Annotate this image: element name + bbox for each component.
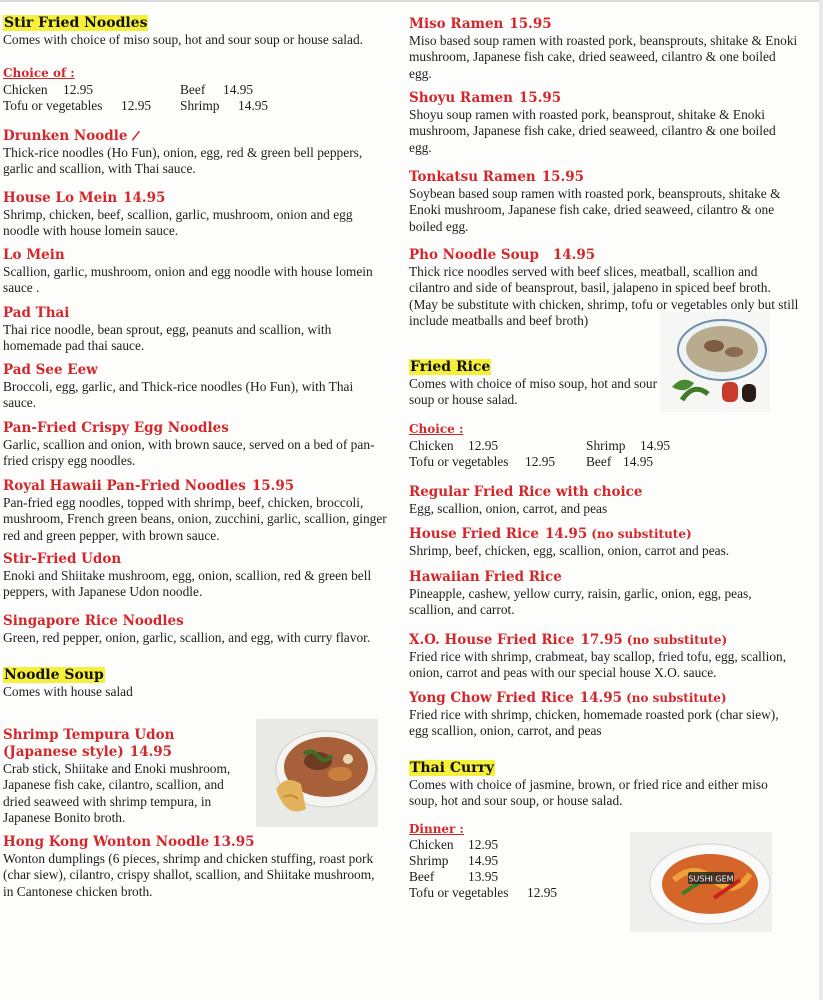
item-desc: Thick-rice noodles (Ho Fun), onion, egg, red & green bell peppers, garlic and scallion, with Thai sauce.: [3, 145, 363, 177]
choice-label-shrimp: Shrimp: [180, 98, 220, 113]
dinner-price-shrimp: 14.95: [468, 853, 499, 868]
item-desc: Garlic, scallion and onion, with brown sauce, served on a bed of pan-fried crispy egg noodles.: [3, 437, 375, 469]
menu-item-house-lo-mein: [3, 190, 388, 240]
item-price: 15.95: [541, 169, 585, 185]
item-name: Hong Kong Wonton Noodle: [3, 834, 210, 850]
item-desc: Wonton dumplings (6 pieces, shrimp and chicken stuffing, roast pork (char siew), cilantro, crispy shallot, scallion, and Shiitake mushroom, in Cantonese chicken broth.: [3, 851, 375, 899]
choice-price-beef: 14.95: [623, 454, 654, 469]
item-desc: Broccoli, egg, garlic, and Thick-rice noodles (Ho Fun), with Thai sauce.: [3, 379, 354, 411]
item-desc: Shrimp, beef, chicken, egg, scallion, onion, carrot and peas.: [409, 543, 730, 558]
item-name: Shoyu Ramen: [409, 90, 513, 106]
section-desc: Comes with choice of miso soup, hot and sour soup or house salad.: [409, 376, 658, 408]
section-desc: Comes with choice of jasmine, brown, or fried rice and either miso soup, hot and sour soup, or house salad.: [409, 777, 768, 809]
item-note: (no substitute): [591, 527, 692, 541]
menu-item-hawaiian-fried-rice: [409, 569, 799, 619]
item-price: 15.95: [251, 478, 295, 494]
item-desc: Pan-fried egg noodles, topped with shrimp, beef, chicken, broccoli, mushroom, French green beans, onion, zucchini, garlic, scallion, ginger red and green pepper, with brown sauce.: [3, 495, 387, 543]
item-desc: Fried rice with shrimp, crabmeat, bay scallop, fried tofu, egg, scallion, onion, carrot and peas with our special house X.O. sauce.: [409, 649, 787, 681]
chili-icon: /: [131, 127, 142, 145]
choice-price-chicken: 12.95: [63, 82, 94, 97]
menu-item-shoyu-ramen: [409, 90, 799, 156]
item-price: 17.95: [580, 632, 623, 648]
item-name: Royal Hawaii Pan-Fried Noodles: [3, 478, 246, 494]
item-name: X.O. House Fried Rice: [409, 632, 575, 648]
scan-right-edge: [819, 0, 823, 1000]
item-price: 15.95: [518, 90, 562, 106]
thai-curry-section: [409, 759, 799, 810]
dinner-price-beef: 13.95: [468, 869, 499, 884]
dinner-label-tofu: Tofu or vegetables: [409, 885, 509, 900]
item-desc: Fried rice with shrimp, chicken, homemade roasted pork (char siew), egg scallion, onion, carrot, and peas: [409, 707, 779, 739]
dinner-label-beef: Beef: [409, 869, 435, 884]
noodle-soup-section: [3, 666, 388, 700]
menu-item-pan-fried-crispy: [3, 420, 388, 470]
fried-rice-choices: [409, 422, 799, 470]
item-note: (no substitute): [626, 633, 728, 647]
menu-item-yong-chow: [409, 690, 799, 740]
menu-item-regular-fried-rice: [409, 484, 799, 517]
section-title-stir-fried: Stir Fried Noodles: [4, 15, 148, 31]
item-name: Pad See Eew: [3, 362, 98, 378]
item-name: Tonkatsu Ramen: [409, 169, 536, 185]
item-price: 14.95: [123, 190, 166, 206]
choice-label-chicken: Chicken: [3, 82, 48, 97]
item-price: 15.95: [509, 16, 552, 32]
fried-rice-section: [409, 358, 659, 409]
item-desc: Crab stick, Shiitake and Enoki mushroom, Japanese fish cake, cilantro, scallion, and dried seaweed with shrimp tempura, in Japanese Bonito broth.: [3, 761, 231, 825]
item-name: House Fried Rice: [409, 526, 539, 542]
dinner-label-shrimp: Shrimp: [409, 853, 449, 868]
item-note: (no substitute): [626, 691, 727, 705]
item-price: 13.95: [212, 834, 255, 850]
item-name: Stir-Fried Udon: [3, 551, 122, 567]
choice-label: Choice of :: [3, 66, 75, 80]
item-name: Pan-Fried Crispy Egg Noodles: [3, 420, 229, 436]
item-desc: Scallion, garlic, mushroom, onion and egg noodle with house lomein sauce .: [3, 264, 373, 296]
dinner-price-tofu: 12.95: [527, 885, 558, 900]
choice-price-tofu: 12.95: [525, 454, 556, 469]
menu-item-miso-ramen: [409, 16, 799, 82]
item-name-line2: (Japanese style): [3, 744, 124, 760]
item-price: 14.95: [579, 690, 623, 706]
item-desc: Shoyu soup ramen with roasted pork, beansprout, shitake & Enoki mushroom, Japanese fish cake, dried seaweed, cilantro & one boiled egg.: [409, 107, 776, 155]
choice-label-chicken: Chicken: [409, 438, 454, 453]
menu-item-tonkatsu-ramen: [409, 169, 799, 235]
menu-item-drunken-noodle: [3, 128, 388, 178]
item-name: House Lo Mein: [3, 190, 118, 206]
section-title-thai-curry: Thai Curry: [410, 760, 495, 776]
choice-price-beef: 14.95: [223, 82, 254, 97]
item-desc: Egg, scallion, onion, carrot, and peas: [409, 501, 608, 516]
menu-item-xo-fried-rice: [409, 632, 799, 682]
item-price: 14.95: [129, 744, 173, 760]
item-price: 14.95: [544, 526, 588, 542]
menu-item-shrimp-tempura-udon: [3, 727, 238, 826]
section-desc: Comes with house salad: [3, 684, 133, 699]
choice-label-tofu: Tofu or vegetables: [409, 454, 509, 469]
stir-fried-section: [3, 14, 388, 48]
choice-label: Choice :: [409, 422, 464, 436]
choice-label-beef: Beef: [586, 454, 612, 469]
menu-item-stir-fried-udon: [3, 551, 388, 601]
item-desc: Enoki and Shiitake mushroom, egg, onion, scallion, red & green bell peppers, with Japanese Udon noodle.: [3, 568, 372, 600]
item-desc: Thai rice noodle, bean sprout, egg, peanuts and scallion, with homemade pad thai sauce.: [3, 322, 332, 354]
item-desc: Soybean based soup ramen with roasted pork, beansprouts, shitake & Enoki mushroom, Japanese fish cake, dried seaweed, cilantro & one boiled egg.: [409, 186, 781, 234]
dinner-label: Dinner :: [409, 822, 464, 836]
menu-item-pad-see-eew: [3, 362, 388, 412]
pho-bowl-photo: [660, 312, 770, 412]
item-name: Pho Noodle Soup: [409, 247, 539, 263]
choice-label-beef: Beef: [180, 82, 206, 97]
item-name: Hawaiian Fried Rice: [409, 569, 562, 585]
menu-item-lo-mein: [3, 247, 388, 297]
photo-logo-text: SUSHI GEM: [688, 874, 734, 884]
dinner-price-chicken: 12.95: [468, 837, 499, 852]
item-desc: Miso based soup ramen with roasted pork, beansprouts, shitake & Enoki mushroom, Japanese fish cake, dried seaweed, cilantro & one boiled egg.: [409, 33, 798, 81]
item-name: Pad Thai: [3, 305, 70, 321]
item-name-line1: Shrimp Tempura Udon: [3, 727, 175, 743]
section-desc: Comes with choice of miso soup, hot and sour soup or house salad.: [3, 32, 364, 47]
menu-item-singapore: [3, 613, 388, 646]
menu-item-house-fried-rice: [409, 526, 799, 559]
choice-price-chicken: 12.95: [468, 438, 499, 453]
item-desc: Shrimp, chicken, beef, scallion, garlic, mushroom, onion and egg noodle with house lomein sauce.: [3, 207, 353, 239]
choice-label-shrimp: Shrimp: [586, 438, 626, 453]
menu-item-pad-thai: [3, 305, 388, 355]
item-name: Drunken Noodle: [3, 128, 128, 144]
choice-price-tofu: 12.95: [121, 98, 152, 113]
choice-price-shrimp: 14.95: [640, 438, 671, 453]
choice-label-tofu: Tofu or vegetables: [3, 98, 103, 113]
item-name: Yong Chow Fried Rice: [409, 690, 574, 706]
shrimp-tempura-udon-photo: [256, 719, 378, 827]
thai-curry-photo: [630, 832, 772, 932]
item-name: Miso Ramen: [409, 16, 504, 32]
section-title-fried-rice: Fried Rice: [410, 359, 491, 375]
item-desc: Pineapple, cashew, yellow curry, raisin, garlic, onion, egg, peas, scallion, and carrot.: [409, 586, 752, 618]
item-name: Singapore Rice Noodles: [3, 613, 184, 629]
section-title-noodle-soup: Noodle Soup: [4, 667, 104, 683]
stir-fried-choices: [3, 66, 388, 114]
item-desc: Green, red pepper, onion, garlic, scallion, and egg, with curry flavor.: [3, 630, 371, 645]
menu-item-royal-hawaii: [3, 478, 388, 544]
menu-item-hk-wonton: [3, 834, 388, 900]
choice-price-shrimp: 14.95: [238, 98, 269, 113]
scan-edge: [0, 0, 823, 2]
item-desc: Thick rice noodles served with beef slices, meatball, scallion and cilantro and side of beansprout, basil, jalapeno in spiced beef broth. (May be substitute with chicken, shrimp, tofu or vegetables only but still include meatballs and beef broth): [409, 264, 799, 328]
item-price: 14.95: [552, 247, 596, 263]
dinner-label-chicken: Chicken: [409, 837, 454, 852]
item-name: Regular Fried Rice with choice: [409, 484, 643, 500]
item-name: Lo Mein: [3, 247, 65, 263]
